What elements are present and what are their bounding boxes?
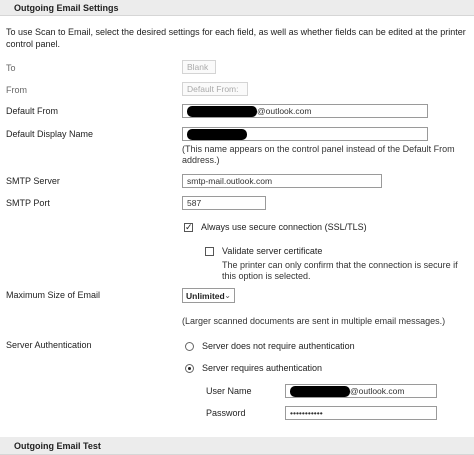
smtp-server-label: SMTP Server (6, 176, 60, 186)
email-domain: @outlook.com (257, 106, 312, 116)
redacted-text (187, 129, 247, 140)
smtp-port-label: SMTP Port (6, 198, 50, 208)
check-icon: ✓ (185, 222, 193, 232)
section-header-outgoing-settings (0, 0, 474, 16)
requires-auth-label: Server requires authentication (202, 363, 323, 373)
ssl-label: Always use secure connection (SSL/TLS) (201, 222, 367, 232)
display-name-input[interactable] (182, 127, 428, 141)
redacted-text (290, 386, 350, 397)
intro-text: To use Scan to Email, select the desired settings for each field, as well as whether fields can be edited at the printer control panel. (6, 27, 466, 49)
max-size-value: Unlimited (186, 291, 225, 301)
section-header-outgoing-test (0, 437, 474, 455)
validate-cert-label: Validate server certificate (222, 246, 323, 256)
validate-cert-checkbox[interactable] (205, 247, 214, 256)
email-domain: @outlook.com (350, 386, 405, 396)
default-from-input[interactable] (182, 104, 428, 118)
section-title: Outgoing Email Settings (14, 3, 119, 13)
max-size-select[interactable] (182, 288, 235, 303)
server-auth-label: Server Authentication (6, 340, 92, 350)
username-label: User Name (206, 386, 252, 396)
validate-cert-note: The printer can only confirm that the connection is secure if this option is selected. (222, 260, 458, 281)
max-size-note: (Larger scanned documents are sent in multiple email messages.) (182, 316, 446, 326)
default-from-label: Default From (6, 106, 59, 116)
smtp-port-input[interactable]: 587 (182, 196, 266, 210)
smtp-server-input[interactable]: smtp-mail.outlook.com (182, 174, 382, 188)
display-name-note: (This name appears on the control panel instead of the Default From address.) (182, 144, 455, 165)
requires-auth-radio[interactable] (185, 364, 194, 373)
radio-selected-dot (188, 367, 191, 370)
section-title: Outgoing Email Test (14, 441, 101, 451)
to-select[interactable]: Blank (182, 60, 216, 74)
password-label: Password (206, 408, 246, 418)
chevron-down-icon: ⌄ (224, 291, 231, 300)
from-select[interactable]: Default From: (182, 82, 248, 96)
username-input[interactable] (285, 384, 437, 398)
ssl-checkbox[interactable] (184, 223, 193, 232)
from-label: From (6, 85, 27, 95)
redacted-text (187, 106, 257, 117)
display-name-label: Default Display Name (6, 129, 94, 139)
no-auth-radio[interactable] (185, 342, 194, 351)
password-input[interactable]: ••••••••••• (285, 406, 437, 420)
max-size-label: Maximum Size of Email (6, 290, 101, 300)
no-auth-label: Server does not require authentication (202, 341, 355, 351)
to-label: To (6, 63, 16, 73)
